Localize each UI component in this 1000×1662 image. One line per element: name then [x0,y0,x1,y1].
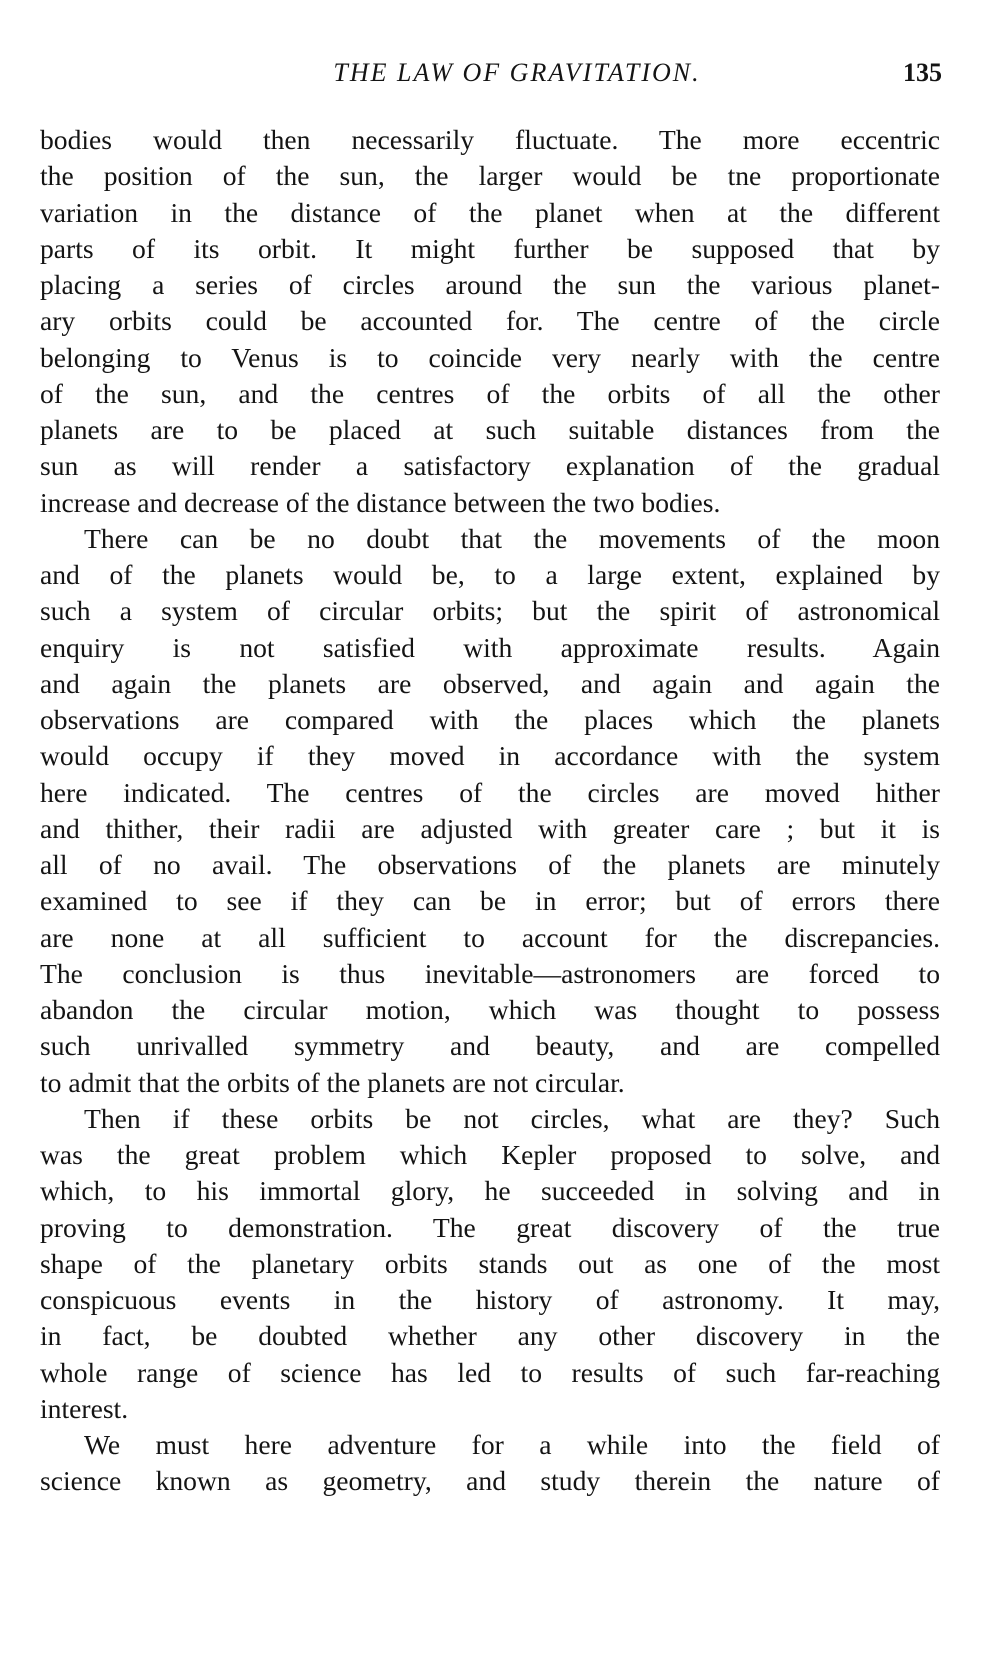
text-line: belonging to Venus is to coincide very nearly with the centre [40,341,940,373]
paragraph-4 [40,1427,940,1500]
text-line: whole range of science has led to results of such far-reaching [40,1356,940,1388]
text-line: examined to see if they can be in error; but of errors there [40,885,940,917]
running-title: THE LAW OF GRAVITATION. [333,58,701,87]
text-line: variation in the distance of the planet when at the different [40,196,940,228]
text-line: abandon the circular motion, which was thought to possess [40,994,940,1025]
page-number: 135 [903,58,942,87]
text-line: Then if these orbits be not circles, what are they? Such [84,1102,940,1134]
text-line: proving to demonstration. The great discovery of the true [40,1211,940,1243]
paragraph-3 [40,1101,940,1427]
text-line: and of the planets would be, to a large extent, explained by [40,559,940,590]
text-line: all of no avail. The observations of the planets are minutely [40,849,940,880]
text-line: We must here adventure for a while into the field of [84,1429,940,1460]
body-text [40,122,940,1500]
text-line: of the sun, and the centres of the orbits of all the other [40,377,940,409]
text-line: increase and decrease of the distance between the two bodies. [40,486,721,518]
text-line: There can be no doubt that the movements of the moon [84,522,940,554]
text-line: ary orbits could be accounted for. The centre of the circle [40,305,940,337]
paragraph-1 [40,122,940,521]
text-line: conspicuous events in the history of astronomy. It may, [40,1284,940,1315]
text-line: parts of its orbit. It might further be supposed that by [40,232,940,264]
text-line: science known as geometry, and study therein the nature of [40,1465,940,1497]
text-line: to admit that the orbits of the planets are not circular. [40,1066,625,1098]
text-line: such a system of circular orbits; but the spirit of astronomical [40,595,940,627]
text-line: observations are compared with the places which the planets [40,704,940,735]
text-line: the position of the sun, the larger would be tne proportionate [40,160,940,192]
text-line: in fact, be doubted whether any other discovery in the [40,1320,940,1352]
text-line: such unrivalled symmetry and beauty, and are compelled [40,1030,940,1062]
text-line: was the great problem which Kepler proposed to solve, and [40,1139,940,1170]
paragraph-2 [40,521,940,1101]
text-line: would occupy if they moved in accordance with the system [40,740,940,772]
text-line: bodies would then necessarily fluctuate. The more eccentric [40,124,940,155]
text-line: here indicated. The centres of the circles are moved hither [40,776,940,808]
text-line: sun as will render a satisfactory explanation of the gradual [40,450,940,482]
text-line: planets are to be placed at such suitable distances from the [40,414,940,445]
text-line: and thither, their radii are adjusted with greater care ; but it is [40,812,940,844]
text-line: The conclusion is thus inevitable—astronomers are forced to [40,957,940,989]
text-line: interest. [40,1392,129,1424]
text-line: which, to his immortal glory, he succeeded in solving and in [40,1175,940,1207]
running-head [42,58,942,98]
text-line: and again the planets are observed, and again and again the [40,667,940,699]
text-line: enquiry is not satisfied with approximate results. Again [40,631,940,663]
text-line: placing a series of circles around the sun the various planet- [40,269,940,300]
text-line: are none at all sufficient to account for the discrepancies. [40,921,940,953]
text-line: shape of the planetary orbits stands out as one of the most [40,1247,940,1279]
